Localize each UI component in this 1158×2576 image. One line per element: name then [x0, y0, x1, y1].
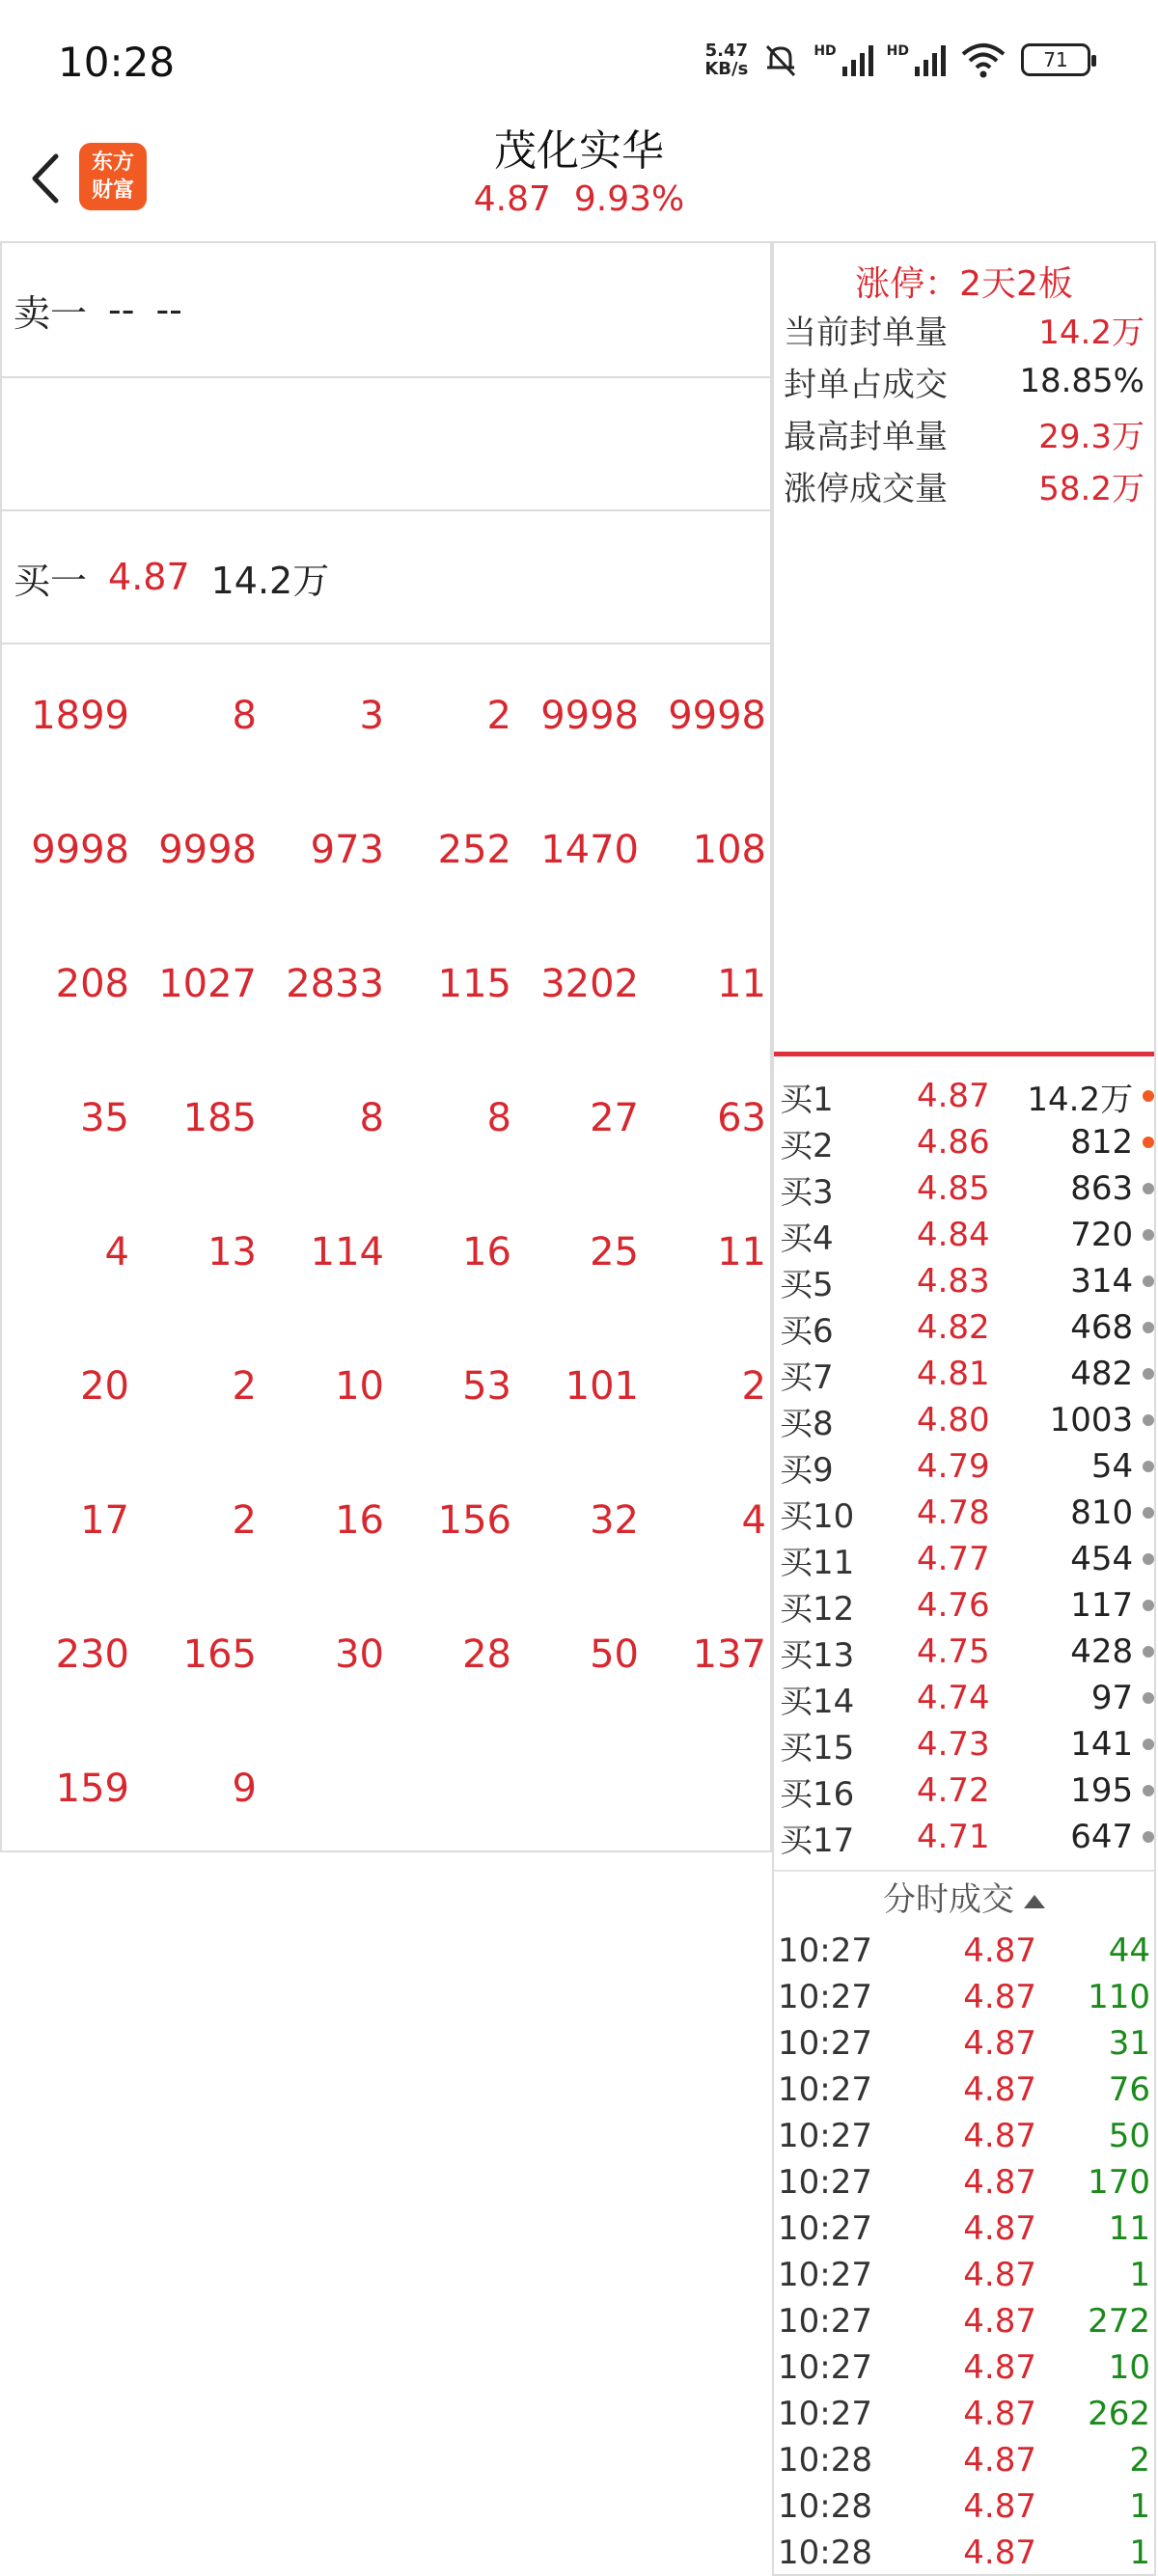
order-grid-row [2, 917, 770, 1051]
sell-one-row: 卖一 -- -- [2, 243, 770, 378]
depth-label: 买14 [780, 1682, 855, 1721]
depth-price: 4.74 [916, 1679, 990, 1717]
buy-one-row: 买一 4.87 14.2万 [2, 511, 770, 644]
depth-row [774, 1397, 1154, 1443]
trade-row [774, 2113, 1154, 2159]
trade-time: 10:27 [778, 2348, 872, 2387]
trade-volume: 1 [1129, 2487, 1150, 2526]
order-grid-row [2, 1721, 770, 1855]
depth-price: 4.81 [916, 1355, 990, 1393]
trade-row [774, 2344, 1154, 2391]
depth-price: 4.86 [916, 1123, 990, 1162]
order-cell: 8 [232, 693, 257, 738]
depth-price: 4.80 [916, 1401, 990, 1439]
depth-volume: 54 [1090, 1447, 1134, 1486]
order-cell: 16 [335, 1497, 384, 1543]
order-grid-row [2, 1185, 770, 1319]
trade-time: 10:27 [778, 2024, 872, 2063]
dot-icon [1143, 1831, 1154, 1843]
dot-icon [1143, 1229, 1154, 1241]
order-cell: 208 [55, 961, 129, 1006]
current-price: 4.87 [473, 179, 551, 219]
limit-up-title: 涨停：2天2板 [855, 264, 1073, 304]
trades-header[interactable]: 分时成交 [774, 1870, 1154, 1926]
trade-price: 4.87 [963, 2487, 1036, 2526]
dot-icon [1143, 1275, 1154, 1287]
depth-price: 4.76 [916, 1586, 990, 1625]
trade-row [774, 2206, 1154, 2252]
trade-row [774, 2437, 1154, 2483]
limit-stat-value: 14.2万 [1038, 313, 1144, 352]
depth-volume: 428 [1070, 1632, 1134, 1671]
limit-stat-label: 封单占成交 [784, 365, 948, 404]
order-cell: 32 [590, 1497, 639, 1543]
depth-price: 4.83 [916, 1262, 990, 1301]
empty-row [2, 378, 770, 511]
order-cell: 20 [80, 1363, 129, 1409]
order-cell: 165 [182, 1631, 257, 1677]
order-cell: 115 [437, 961, 511, 1006]
order-cell: 2 [741, 1363, 766, 1409]
signal-icon-2: HD [887, 43, 946, 76]
order-grid-row [2, 1051, 770, 1185]
depth-volume: 141 [1070, 1725, 1134, 1764]
order-cell: 8 [359, 1095, 384, 1140]
order-cell: 1470 [540, 827, 639, 872]
trade-time: 10:27 [778, 2302, 872, 2341]
depth-row [774, 1768, 1154, 1814]
order-cell: 2833 [286, 961, 384, 1006]
depth-volume: 468 [1070, 1308, 1134, 1347]
limit-stat-label: 涨停成交量 [784, 469, 948, 508]
dot-icon [1143, 1368, 1154, 1380]
depth-label: 买3 [780, 1172, 834, 1212]
trade-volume: 1 [1129, 2534, 1150, 2572]
trade-price: 4.87 [963, 2256, 1036, 2294]
trade-row [774, 2483, 1154, 2530]
dot-icon [1143, 1507, 1154, 1519]
order-cell: 16 [462, 1229, 511, 1274]
trade-time: 10:28 [778, 2441, 872, 2480]
order-cell: 2 [486, 693, 511, 738]
dot-icon [1143, 1183, 1154, 1194]
change-percent: 9.93% [573, 179, 685, 219]
order-cell: 2 [232, 1497, 257, 1543]
trade-volume: 110 [1088, 1978, 1150, 2016]
order-grid-row [2, 1319, 770, 1453]
order-grid-row [2, 782, 770, 917]
depth-label: 买13 [780, 1635, 855, 1675]
trade-price: 4.87 [963, 2302, 1036, 2341]
depth-volume: 647 [1070, 1818, 1134, 1856]
dot-icon [1143, 1785, 1154, 1796]
depth-label: 买4 [780, 1219, 834, 1258]
depth-label: 买5 [780, 1265, 834, 1304]
limit-stats [774, 303, 1154, 511]
order-cell: 9998 [668, 693, 766, 738]
order-cell: 3202 [540, 961, 639, 1006]
depth-volume: 863 [1070, 1169, 1134, 1208]
depth-price: 4.85 [916, 1169, 990, 1208]
trade-row [774, 2298, 1154, 2344]
limit-stat-row [774, 355, 1154, 407]
trade-price: 4.87 [963, 2024, 1036, 2063]
dot-icon [1143, 1553, 1154, 1565]
order-cell: 10 [335, 1363, 384, 1409]
order-grid-row [2, 1453, 770, 1587]
trade-time: 10:27 [778, 2163, 872, 2202]
depth-volume: 314 [1070, 1262, 1134, 1301]
order-cell: 4 [741, 1497, 766, 1543]
depth-label: 买6 [780, 1311, 834, 1351]
order-cell: 185 [182, 1095, 257, 1140]
depth-price: 4.73 [916, 1725, 990, 1764]
depth-row [774, 1629, 1154, 1675]
depth-price: 4.71 [916, 1818, 990, 1856]
depth-volume: 97 [1090, 1679, 1134, 1717]
order-cell: 9 [232, 1766, 257, 1811]
order-cell: 137 [692, 1631, 766, 1677]
trade-price: 4.87 [963, 2209, 1036, 2248]
order-cell: 8 [486, 1095, 511, 1140]
depth-volume: 117 [1070, 1586, 1134, 1625]
depth-row [774, 1721, 1154, 1768]
trade-time: 10:27 [778, 2117, 872, 2155]
trade-volume: 1 [1129, 2256, 1150, 2294]
dot-icon [1143, 1414, 1154, 1426]
depth-price: 4.87 [916, 1077, 990, 1115]
depth-row [774, 1582, 1154, 1629]
trade-time: 10:27 [778, 2395, 872, 2433]
tick-trades-list[interactable] [774, 1928, 1154, 2576]
triangle-up-icon [1024, 1895, 1045, 1908]
depth-row [774, 1814, 1154, 1860]
order-cell: 27 [590, 1095, 639, 1140]
order-cell: 252 [437, 827, 511, 872]
dot-icon [1143, 1137, 1154, 1148]
depth-price: 4.82 [916, 1308, 990, 1347]
depth-price: 4.77 [916, 1540, 990, 1578]
panel-divider [774, 1052, 1154, 1056]
depth-label: 买12 [780, 1589, 855, 1629]
depth-label: 买9 [780, 1450, 834, 1490]
trade-time: 10:27 [778, 1978, 872, 2016]
price-line [0, 179, 1158, 219]
trade-volume: 11 [1108, 2209, 1150, 2248]
depth-volume: 195 [1070, 1771, 1134, 1810]
order-grid-row [2, 1587, 770, 1721]
order-cell: 108 [692, 827, 766, 872]
depth-row [774, 1073, 1154, 1119]
order-cell: 28 [462, 1631, 511, 1677]
depth-volume: 1003 [1049, 1401, 1134, 1439]
order-cell: 53 [462, 1363, 511, 1409]
trade-time: 10:27 [778, 2070, 872, 2109]
order-cell: 973 [310, 827, 384, 872]
dot-icon [1143, 1692, 1154, 1704]
depth-label: 买16 [780, 1774, 855, 1814]
status-icons [704, 41, 1090, 79]
order-cell: 11 [717, 1229, 766, 1274]
order-cell: 2 [232, 1363, 257, 1409]
order-cell: 25 [590, 1229, 639, 1274]
depth-label: 买11 [780, 1543, 855, 1582]
depth-label: 买2 [780, 1126, 834, 1165]
order-cell: 63 [717, 1095, 766, 1140]
trade-row [774, 2252, 1154, 2298]
trade-price: 4.87 [963, 2441, 1036, 2480]
trade-price: 4.87 [963, 2348, 1036, 2387]
trade-row [774, 2159, 1154, 2206]
depth-label: 买15 [780, 1728, 855, 1768]
trade-row [774, 2020, 1154, 2067]
dot-icon [1143, 1739, 1154, 1750]
trade-volume: 2 [1129, 2441, 1150, 2480]
depth-price: 4.72 [916, 1771, 990, 1810]
order-cell: 9998 [540, 693, 639, 738]
trade-row [774, 1928, 1154, 1974]
depth-row [774, 1304, 1154, 1351]
depth-price: 4.78 [916, 1494, 990, 1532]
limit-stat-value: 58.2万 [1038, 469, 1144, 508]
order-grid-row [2, 648, 770, 782]
trade-volume: 44 [1108, 1932, 1150, 1970]
trade-volume: 272 [1088, 2302, 1150, 2341]
limit-stat-value: 29.3万 [1038, 417, 1144, 456]
order-queue-panel [0, 241, 772, 1852]
trade-price: 4.87 [963, 2117, 1036, 2155]
trade-volume: 262 [1088, 2395, 1150, 2433]
depth-row [774, 1443, 1154, 1490]
depth-volume: 14.2万 [1027, 1080, 1134, 1119]
trade-volume: 50 [1108, 2117, 1150, 2155]
limit-stat-row [774, 407, 1154, 459]
depth-volume: 454 [1070, 1540, 1134, 1578]
depth-price: 4.75 [916, 1632, 990, 1671]
order-cell: 9998 [31, 827, 129, 872]
trade-row [774, 2391, 1154, 2437]
order-cell: 17 [80, 1497, 129, 1543]
depth-price: 4.84 [916, 1216, 990, 1254]
order-cell: 1027 [158, 961, 257, 1006]
order-cell: 101 [565, 1363, 639, 1409]
side-panel [772, 241, 1156, 2576]
order-cell: 30 [335, 1631, 384, 1677]
app-logo[interactable]: 东方 财富 [79, 143, 147, 210]
buy-depth-list[interactable] [774, 1073, 1154, 1912]
order-cell: 230 [55, 1631, 129, 1677]
depth-row [774, 1490, 1154, 1536]
battery-icon: 71 [1021, 43, 1090, 76]
depth-row [774, 1536, 1154, 1582]
trade-row [774, 1974, 1154, 2020]
trade-price: 4.87 [963, 2070, 1036, 2109]
order-cell: 159 [55, 1766, 129, 1811]
depth-label: 买8 [780, 1404, 834, 1443]
depth-label: 买7 [780, 1357, 834, 1397]
order-cell: 114 [310, 1229, 384, 1274]
order-cell: 3 [359, 693, 384, 738]
trade-volume: 31 [1108, 2024, 1150, 2063]
dot-icon [1143, 1600, 1154, 1611]
order-cell: 11 [717, 961, 766, 1006]
order-cell: 13 [207, 1229, 257, 1274]
trade-time: 10:27 [778, 2256, 872, 2294]
order-queue-grid [2, 648, 770, 1855]
mute-bell-icon [761, 41, 800, 79]
trade-price: 4.87 [963, 1978, 1036, 2016]
depth-row [774, 1258, 1154, 1304]
trade-row [774, 2067, 1154, 2113]
signal-icon: HD [813, 43, 872, 76]
order-cell: 50 [590, 1631, 639, 1677]
depth-row [774, 1212, 1154, 1258]
trade-time: 10:28 [778, 2487, 872, 2526]
trade-time: 10:27 [778, 2209, 872, 2248]
trade-price: 4.87 [963, 2395, 1036, 2433]
trade-price: 4.87 [963, 1932, 1036, 1970]
stock-name: 茂化实华 [494, 126, 664, 176]
order-cell: 9998 [158, 827, 257, 872]
dot-icon [1143, 1090, 1154, 1102]
depth-volume: 812 [1070, 1123, 1134, 1162]
clock: 10:28 [58, 39, 176, 86]
depth-row [774, 1119, 1154, 1165]
dot-icon [1143, 1322, 1154, 1333]
network-speed: 5.47 KB/s [704, 41, 749, 79]
depth-volume: 482 [1070, 1355, 1134, 1393]
order-cell: 1899 [31, 693, 129, 738]
wifi-icon [959, 41, 1007, 79]
order-cell: 35 [80, 1095, 129, 1140]
trade-volume: 10 [1108, 2348, 1150, 2387]
order-cell: 156 [437, 1497, 511, 1543]
trade-time: 10:27 [778, 1932, 872, 1970]
dot-icon [1143, 1646, 1154, 1658]
trade-volume: 170 [1088, 2163, 1150, 2202]
limit-stat-row [774, 459, 1154, 511]
depth-label: 买17 [780, 1821, 855, 1860]
depth-label: 买10 [780, 1496, 855, 1536]
depth-row [774, 1675, 1154, 1721]
trade-price: 4.87 [963, 2163, 1036, 2202]
order-cell: 4 [104, 1229, 129, 1274]
depth-label: 买1 [780, 1080, 834, 1119]
header [0, 106, 1158, 241]
depth-row [774, 1165, 1154, 1212]
limit-stat-row [774, 303, 1154, 355]
limit-stat-label: 最高封单量 [784, 417, 948, 456]
trade-time: 10:28 [778, 2534, 872, 2572]
limit-stat-value: 18.85% [1019, 362, 1144, 400]
depth-price: 4.79 [916, 1447, 990, 1486]
trade-row [774, 2530, 1154, 2576]
trade-price: 4.87 [963, 2534, 1036, 2572]
depth-row [774, 1351, 1154, 1397]
trade-volume: 76 [1108, 2070, 1150, 2109]
depth-volume: 720 [1070, 1216, 1134, 1254]
limit-stat-label: 当前封单量 [784, 313, 948, 352]
depth-volume: 810 [1070, 1494, 1134, 1532]
dot-icon [1143, 1461, 1154, 1472]
